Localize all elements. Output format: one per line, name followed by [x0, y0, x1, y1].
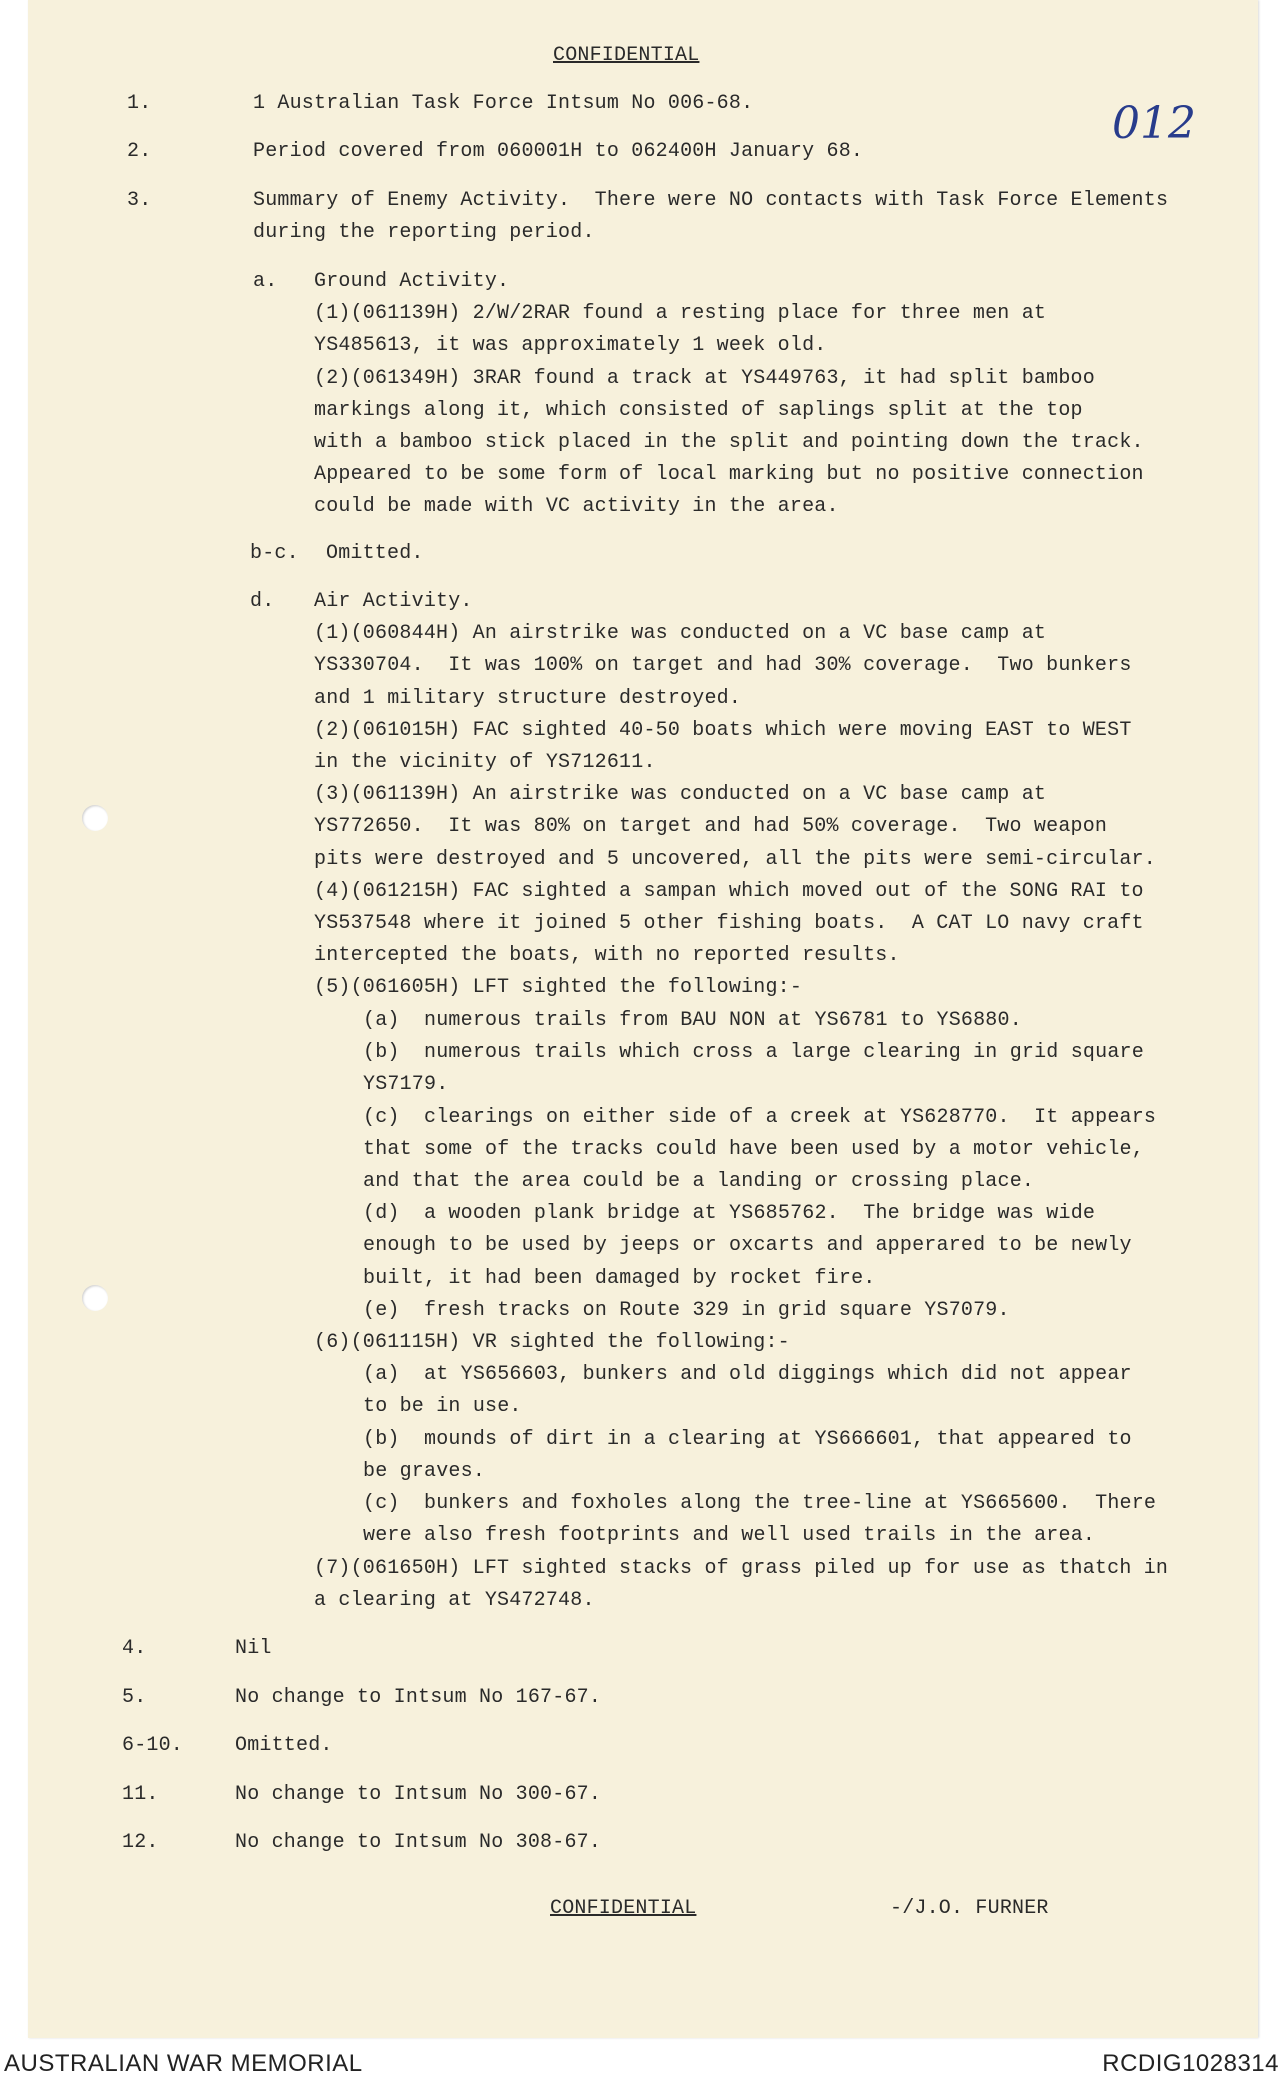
item-number: 6-10. — [122, 1734, 184, 1757]
header-confidential: CONFIDENTIAL — [553, 44, 700, 67]
item-text: No change to Intsum No 300-67. — [235, 1783, 602, 1806]
item-number: 2. — [127, 140, 152, 163]
section-label: a. — [253, 270, 278, 293]
section-line: (2)(061015H) FAC sighted 40-50 boats which were moving EAST to WEST — [314, 719, 1132, 742]
section-line: intercepted the boats, with no reported results. — [314, 944, 900, 967]
archive-source: AUSTRALIAN WAR MEMORIAL — [4, 2050, 363, 2077]
section-line: (6)(061115H) VR sighted the following:- — [314, 1331, 790, 1354]
sub-line: (b) mounds of dirt in a clearing at YS666601, that appeared to — [363, 1428, 1132, 1451]
section-line: with a bamboo stick placed in the split and pointing down the track. — [314, 431, 1144, 454]
signature: -/J.O. FURNER — [890, 1897, 1049, 1920]
section-line: Ground Activity. — [314, 270, 510, 293]
sub-line: be graves. — [363, 1460, 486, 1483]
item-number: 3. — [127, 189, 152, 212]
sub-line: (c) clearings on either side of a creek at YS628770. It appears — [363, 1106, 1157, 1129]
section-line: (1)(061139H) 2/W/2RAR found a resting place for three men at — [314, 302, 1047, 325]
item-number: 12. — [122, 1831, 159, 1854]
section-line: (3)(061139H) An airstrike was conducted on a VC base camp at — [314, 783, 1047, 806]
item-text: during the reporting period. — [253, 221, 595, 244]
section-line: YS537548 where it joined 5 other fishing boats. A CAT LO navy craft — [314, 912, 1144, 935]
sub-line: (a) at YS656603, bunkers and old diggings which did not appear — [363, 1363, 1132, 1386]
section-label: d. — [250, 590, 275, 613]
sub-line: YS7179. — [363, 1073, 449, 1096]
archive-id: RCDIG1028314 — [1102, 2050, 1279, 2077]
section-line: a clearing at YS472748. — [314, 1589, 595, 1612]
section-line: (1)(060844H) An airstrike was conducted on a VC base camp at — [314, 622, 1047, 645]
sub-line: and that the area could be a landing or crossing place. — [363, 1170, 1035, 1193]
item-text: Summary of Enemy Activity. There were NO contacts with Task Force Elements — [253, 189, 1169, 212]
item-number: 5. — [122, 1686, 147, 1709]
section-line: YS772650. It was 80% on target and had 50% coverage. Two weapon — [314, 815, 1108, 838]
punch-hole — [82, 1285, 108, 1311]
item-text: No change to Intsum No 167-67. — [235, 1686, 602, 1709]
section-line: and 1 military structure destroyed. — [314, 687, 742, 710]
section-line: Omitted. — [326, 542, 424, 565]
section-label: b-c. — [250, 542, 299, 565]
section-line: YS485613, it was approximately 1 week old. — [314, 334, 827, 357]
section-line: (4)(061215H) FAC sighted a sampan which moved out of the SONG RAI to — [314, 880, 1144, 903]
punch-hole — [82, 805, 108, 831]
sub-line: (e) fresh tracks on Route 329 in grid square YS7079. — [363, 1299, 1010, 1322]
section-line: Air Activity. — [314, 590, 473, 613]
item-number: 11. — [122, 1783, 159, 1806]
section-line: could be made with VC activity in the area. — [314, 495, 839, 518]
handwritten-number: 012 — [1112, 98, 1196, 149]
item-text: 1 Australian Task Force Intsum No 006-68. — [253, 92, 754, 115]
sub-line: that some of the tracks could have been used by a motor vehicle, — [363, 1138, 1144, 1161]
section-line: in the vicinity of YS712611. — [314, 751, 656, 774]
sub-line: (a) numerous trails from BAU NON at YS6781 to YS6880. — [363, 1009, 1022, 1032]
item-number: 1. — [127, 92, 152, 115]
section-line: (2)(061349H) 3RAR found a track at YS449763, it had split bamboo — [314, 367, 1095, 390]
item-text: Nil — [235, 1637, 272, 1660]
section-line: YS330704. It was 100% on target and had 30% coverage. Two bunkers — [314, 654, 1132, 677]
item-number: 4. — [122, 1637, 147, 1660]
section-line: (7)(061650H) LFT sighted stacks of grass piled up for use as thatch in — [314, 1557, 1169, 1580]
item-text: Omitted. — [235, 1734, 333, 1757]
sub-line: to be in use. — [363, 1395, 522, 1418]
item-text: Period covered from 060001H to 062400H January 68. — [253, 140, 864, 163]
sub-line: built, it had been damaged by rocket fire. — [363, 1267, 876, 1290]
section-line: pits were destroyed and 5 uncovered, all the pits were semi-circular. — [314, 848, 1156, 871]
sub-line: (b) numerous trails which cross a large clearing in grid square — [363, 1041, 1144, 1064]
sub-line: were also fresh footprints and well used trails in the area. — [363, 1524, 1096, 1547]
section-line: (5)(061605H) LFT sighted the following:- — [314, 976, 803, 999]
sub-line: (d) a wooden plank bridge at YS685762. The bridge was wide — [363, 1202, 1096, 1225]
footer-confidential: CONFIDENTIAL — [550, 1897, 697, 1920]
sub-line: enough to be used by jeeps or oxcarts and apperared to be newly — [363, 1234, 1132, 1257]
section-line: Appeared to be some form of local marking but no positive connection — [314, 463, 1144, 486]
item-text: No change to Intsum No 308-67. — [235, 1831, 602, 1854]
section-line: markings along it, which consisted of saplings split at the top — [314, 399, 1083, 422]
sub-line: (c) bunkers and foxholes along the tree-line at YS665600. There — [363, 1492, 1157, 1515]
